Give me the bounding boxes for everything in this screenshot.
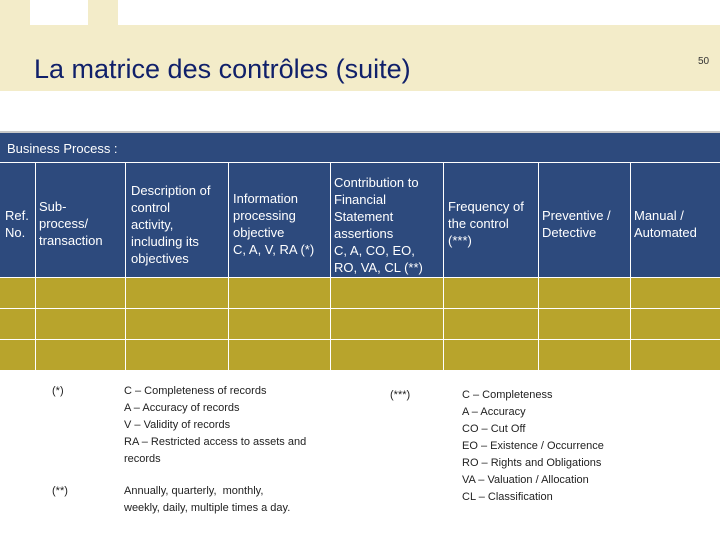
legend-marker-star1: (*) — [52, 385, 64, 397]
legend-text-star3: C – Completeness A – Accuracy CO – Cut Off EO – Existence / Occurrence RO – Rights and Obligations VA – Valuation / Allocation CL – Classification — [462, 389, 604, 503]
col-header-ref-no: Ref. No. — [5, 208, 29, 240]
row-separator — [0, 339, 720, 340]
column-separator — [630, 162, 631, 370]
legend-marker-star2: (**) — [52, 485, 68, 497]
table-body-rows — [0, 277, 720, 370]
column-separator — [125, 162, 126, 370]
column-separator — [443, 162, 444, 370]
col-header-info-processing: Information processing objective C, A, V, RA (*) — [233, 191, 315, 257]
decorative-tab-right — [88, 0, 118, 25]
decorative-tab-left — [0, 0, 30, 25]
col-header-frequency: Frequency of the control (***) — [448, 199, 524, 248]
business-process-label: Business Process : — [7, 141, 118, 156]
slide-title: La matrice des contrôles (suite) — [34, 54, 411, 84]
legend-text-star2: Annually, quarterly, monthly, weekly, daily, multiple times a day. — [124, 485, 291, 514]
col-header-sub-process: Sub- process/ transaction — [39, 199, 103, 248]
header-separator — [0, 162, 720, 163]
page-number: 50 — [698, 56, 710, 67]
column-separator — [538, 162, 539, 370]
legend-marker-star3: (***) — [390, 389, 411, 401]
row-separator — [0, 277, 720, 278]
row-separator — [0, 308, 720, 309]
column-separator — [35, 162, 36, 370]
column-separator — [330, 162, 331, 370]
col-header-contribution: Contribution to Financial Statement assertions C, A, CO, EO, RO, VA, CL (**) — [334, 175, 423, 275]
col-header-manual-automated: Manual / Automated — [634, 208, 697, 240]
col-header-description: Description of control activity, including its objectives — [131, 183, 211, 266]
column-separator — [228, 162, 229, 370]
legend-text-star1: C – Completeness of records A – Accuracy of records V – Validity of records RA – Restricted access to assets and records — [124, 385, 307, 465]
col-header-preventive-detective: Preventive / Detective — [542, 208, 611, 240]
